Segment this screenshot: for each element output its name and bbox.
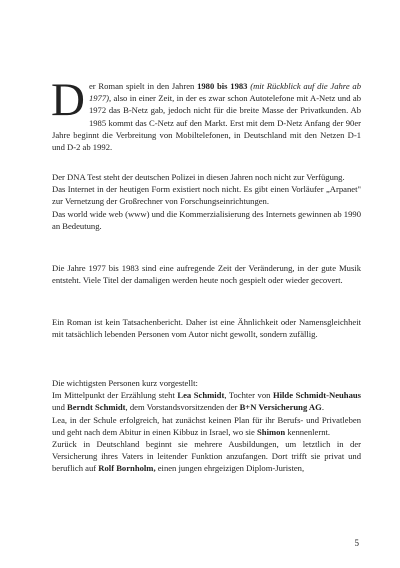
page-number: 5 <box>354 538 359 548</box>
music-section <box>52 262 361 286</box>
name-shimon: Shimon <box>257 426 286 437</box>
characters-text-a2: , Tochter von <box>224 390 273 401</box>
name-rolf: Rolf Bornholm, <box>98 463 156 474</box>
name-company: B+N Versicherung AG <box>239 402 322 413</box>
characters-section <box>52 377 361 475</box>
characters-text-a1: Im Mittelpunkt der Erzählung steht <box>52 390 178 401</box>
intro-text <box>51 74 361 153</box>
drop-cap: D <box>51 74 85 126</box>
name-lea: Lea Schmidt <box>177 390 225 401</box>
disclaimer-paragraph: Ein Roman ist kein Tatsachenbericht. Daher ist eine Ähnlichkeit oder Namensgleichheit mit tatsächlich lebenden Personen vom Autor nicht gewollt, sondern zufällig. <box>52 317 361 340</box>
technology-section <box>52 171 361 232</box>
intro-text-3: , also in einer Zeit, in der es zwar schon Autotelefone mit A-Netz und ab 1972 das B-Netz gab, jedoch nicht für die breite Masse der Privatkunden. Ab 1985 kommt das C-Netz auf den Markt. Erst mit dem D-Netz Anfang der 90er Jahre beginnt die Verbreitung von Mobiltelefonen, in Deutschland mit den Netzen D-1 und D-2 ab 1992. <box>52 93 361 153</box>
dna-test-line: Der DNA Test steht der deutschen Polizei in diesen Jahren noch nicht zur Verfügung. <box>52 172 345 182</box>
characters-text-c1: Zurück in Deutschland beginnt sie mehrere Ausbildungen, um letztlich in der Versicherung ihres Vaters in leitender Funktion anzufangen. Dort trifft sie privat und beruflich auf <box>52 439 361 474</box>
internet-line: Das Internet in der heutigen Form existiert noch nicht. Es gibt einen Vorläufer „Arpanet" zur Vernetzung der Großrechner von Forschungseinrichtungen. <box>52 184 361 207</box>
characters-text-a3: und <box>52 402 68 413</box>
characters-lea <box>52 389 361 413</box>
characters-text-b2: kennenlernt. <box>285 426 331 437</box>
www-line: Das world wide web (www) und die Kommerzialisierung des Internets gewinnen ab 1990 an Bedeutung. <box>52 208 361 231</box>
music-paragraph: Die Jahre 1977 bis 1983 sind eine aufregende Zeit der Veränderung, in der gute Musik entsteht. Viele Titel der damaligen werden heute noch gespielt oder wieder gecovert. <box>52 263 361 286</box>
intro-text-1: er Roman spielt in den Jahren <box>88 81 198 91</box>
characters-text-c2: einen jungen ehrgeizigen Diplom-Juristen, <box>155 463 305 474</box>
name-berndt: Berndt Schmidt <box>67 402 126 413</box>
characters-text-a4: , dem Vorstandsvorsitzenden der <box>125 402 240 413</box>
intro-paragraph <box>51 74 361 153</box>
disclaimer-section <box>52 316 361 340</box>
characters-kibbuz <box>52 414 361 438</box>
characters-text-b1: Lea, in der Schule erfolgreich, hat zunächst keinen Plan für ihr Berufs- und Privatleben und geht nach dem Abitur in einen Kibbuz in Israel, wo sie <box>52 414 361 437</box>
intro-retrospect: (mit Rückblick auf die Jahre ab 1977) <box>88 81 361 104</box>
characters-heading: Die wichtigsten Personen kurz vorgestellt: <box>52 378 198 388</box>
characters-text-a5: . <box>321 402 324 413</box>
intro-years: 1980 bis 1983 <box>197 81 248 91</box>
characters-career <box>52 438 361 475</box>
name-hilde: Hilde Schmidt-Neuhaus <box>272 390 361 401</box>
